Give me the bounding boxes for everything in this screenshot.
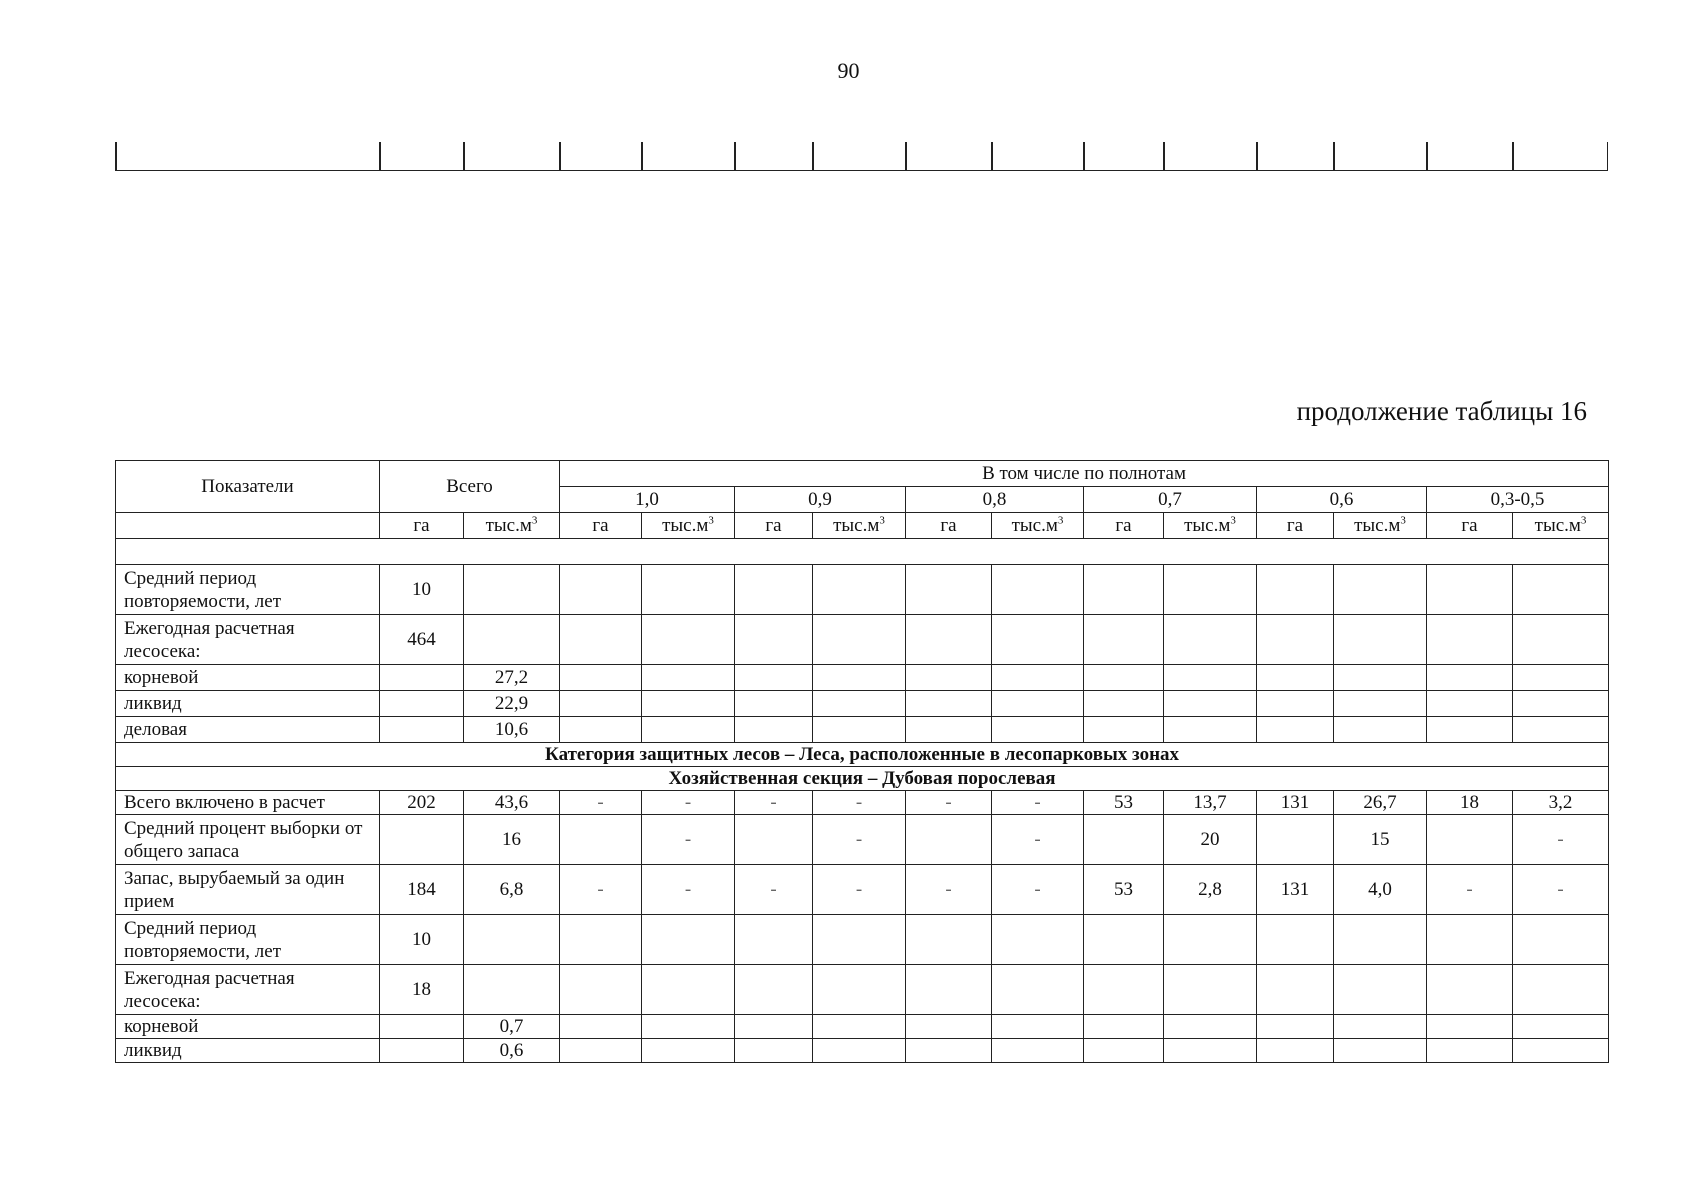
table-cell <box>1427 717 1513 743</box>
header-unit-ha: га <box>380 513 464 539</box>
table-cell <box>1084 717 1164 743</box>
table-cell <box>642 691 735 717</box>
table-column-divider <box>1256 142 1258 170</box>
table-cell: 184 <box>380 865 464 915</box>
unit-volume-text: тыс.м <box>1354 515 1401 536</box>
table-row <box>116 965 1609 1015</box>
table-cell <box>642 565 735 615</box>
table-cell <box>906 815 992 865</box>
table-column-divider <box>115 142 117 170</box>
table-column-divider <box>1333 142 1335 170</box>
empty-row-cell <box>116 539 1609 565</box>
table-cell <box>992 615 1084 665</box>
header-unit-volume <box>464 513 560 539</box>
header-density: 0,8 <box>906 487 1084 513</box>
previous-page-table-fragment <box>115 142 1608 171</box>
table-cell: 6,8 <box>464 865 560 915</box>
header-density: 1,0 <box>560 487 735 513</box>
table-cell <box>813 1039 906 1063</box>
table-cell <box>1334 665 1427 691</box>
table-cell <box>1164 615 1257 665</box>
table-cell: 3,2 <box>1513 791 1609 815</box>
table-column-divider <box>559 142 561 170</box>
table-cell <box>560 691 642 717</box>
table-cell <box>992 665 1084 691</box>
table-cell: - <box>1427 865 1513 915</box>
table-cell <box>992 717 1084 743</box>
page-number: 90 <box>837 58 860 83</box>
table-cell <box>1334 915 1427 965</box>
table-cell: - <box>1513 865 1609 915</box>
table-cell <box>1084 965 1164 1015</box>
table-cell <box>1257 815 1334 865</box>
table-cell: 10 <box>380 915 464 965</box>
table-cell <box>560 717 642 743</box>
table-column-divider <box>1083 142 1085 170</box>
table-cell: - <box>813 791 906 815</box>
row-label: Запас, вырубаемый за один прием <box>116 865 380 915</box>
table-cell: 53 <box>1084 791 1164 815</box>
unit-volume-text: тыс.м <box>485 515 532 536</box>
table-cell <box>735 915 813 965</box>
table-cell: - <box>992 815 1084 865</box>
table-cell: 13,7 <box>1164 791 1257 815</box>
header-unit-volume <box>813 513 906 539</box>
table-cell <box>906 1039 992 1063</box>
table-cell <box>1427 615 1513 665</box>
table-column-divider <box>463 142 465 170</box>
header-unit-ha: га <box>1084 513 1164 539</box>
row-label: Средний период повторяемости, лет <box>116 915 380 965</box>
header-unit-ha: га <box>560 513 642 539</box>
header-density: 0,6 <box>1257 487 1427 513</box>
table-cell <box>560 965 642 1015</box>
table-cell: 4,0 <box>1334 865 1427 915</box>
table-column-divider <box>991 142 993 170</box>
table-cell <box>906 1015 992 1039</box>
table-cell <box>1334 691 1427 717</box>
unit-volume-text: тыс.м <box>1184 515 1231 536</box>
row-label: Средний период повторяемости, лет <box>116 565 380 615</box>
table-cell <box>1084 665 1164 691</box>
table-cell <box>1084 565 1164 615</box>
table-column-divider <box>1426 142 1428 170</box>
table-cell <box>735 717 813 743</box>
table-cell: 131 <box>1257 791 1334 815</box>
table-cell <box>1513 691 1609 717</box>
forest-harvest-table <box>115 460 1609 1063</box>
table-cell <box>1334 565 1427 615</box>
table-cell: 2,8 <box>1164 865 1257 915</box>
table-cell <box>1257 665 1334 691</box>
table-cell <box>1334 965 1427 1015</box>
table-cell: 26,7 <box>1334 791 1427 815</box>
table-cell: - <box>560 865 642 915</box>
row-label: ликвид <box>116 1039 380 1063</box>
table-cell <box>560 1015 642 1039</box>
table-column-divider <box>1512 142 1514 170</box>
table-cell <box>735 965 813 1015</box>
table-row <box>116 665 1609 691</box>
table-cell <box>906 615 992 665</box>
table-cell <box>642 915 735 965</box>
continuation-title: продолжение таблицы 16 <box>1296 396 1587 426</box>
table-cell <box>1164 565 1257 615</box>
table-cell <box>813 691 906 717</box>
header-unit-ha: га <box>1427 513 1513 539</box>
table-cell <box>1164 1039 1257 1063</box>
header-unit-ha: га <box>906 513 992 539</box>
table-cell <box>1164 1015 1257 1039</box>
unit-volume-superscript: 3 <box>1400 514 1406 527</box>
table-cell <box>735 691 813 717</box>
table-cell: - <box>642 815 735 865</box>
table-cell <box>1334 1015 1427 1039</box>
table-cell: - <box>735 865 813 915</box>
table-cell: 18 <box>1427 791 1513 815</box>
table-row <box>116 815 1609 865</box>
table-cell <box>1427 965 1513 1015</box>
table-row <box>116 791 1609 815</box>
table-cell: 20 <box>1164 815 1257 865</box>
table-column-divider <box>812 142 814 170</box>
row-label: ликвид <box>116 691 380 717</box>
table-cell <box>813 915 906 965</box>
section-heading: Категория защитных лесов – Леса, расположенные в лесопарковых зонах <box>116 743 1609 767</box>
table-cell <box>1334 1039 1427 1063</box>
table-cell: 18 <box>380 965 464 1015</box>
table-row <box>116 565 1609 615</box>
table-row <box>116 691 1609 717</box>
table-cell: 0,6 <box>464 1039 560 1063</box>
table-row <box>116 539 1609 565</box>
table-cell <box>380 717 464 743</box>
table-cell <box>1257 565 1334 615</box>
row-label: Всего включено в расчет <box>116 791 380 815</box>
header-total: Всего <box>380 461 560 513</box>
unit-volume-superscript: 3 <box>1057 514 1064 527</box>
header-indicator: Показатели <box>116 461 380 513</box>
table-cell: - <box>642 791 735 815</box>
table-row <box>116 717 1609 743</box>
header-unit-volume <box>1513 513 1609 539</box>
table-cell: - <box>992 865 1084 915</box>
table-cell <box>1084 615 1164 665</box>
table-cell <box>1513 565 1609 615</box>
table-cell <box>735 565 813 615</box>
table-cell <box>1084 691 1164 717</box>
table-cell <box>813 615 906 665</box>
table-cell: 43,6 <box>464 791 560 815</box>
table-column-divider <box>734 142 736 170</box>
table-cell <box>906 965 992 1015</box>
table-cell: 15 <box>1334 815 1427 865</box>
table-row <box>116 865 1609 915</box>
table-cell: 10,6 <box>464 717 560 743</box>
table-cell <box>1164 915 1257 965</box>
unit-volume-superscript: 3 <box>708 514 714 527</box>
unit-volume-superscript: 3 <box>1580 514 1587 527</box>
table-cell <box>906 691 992 717</box>
table-cell <box>1164 665 1257 691</box>
table-cell <box>464 615 560 665</box>
header-unit-ha: га <box>1257 513 1334 539</box>
section-heading: Хозяйственная секция – Дубовая порослевая <box>116 767 1609 791</box>
table-cell: - <box>906 865 992 915</box>
table-cell <box>642 965 735 1015</box>
table-cell: 131 <box>1257 865 1334 915</box>
table-cell <box>1257 915 1334 965</box>
row-label: Ежегодная расчетная лесосека: <box>116 965 380 1015</box>
table-row <box>116 915 1609 965</box>
table-cell <box>1513 1015 1609 1039</box>
table-cell <box>380 815 464 865</box>
header-unit-ha: га <box>735 513 813 539</box>
table-row <box>116 767 1609 791</box>
table-cell <box>813 717 906 743</box>
row-label: корневой <box>116 665 380 691</box>
unit-volume-text: тыс.м <box>1534 515 1581 536</box>
table-cell <box>642 1015 735 1039</box>
table-cell <box>560 615 642 665</box>
table-cell <box>735 815 813 865</box>
table-cell <box>642 615 735 665</box>
table-cell <box>992 691 1084 717</box>
table-cell: - <box>992 791 1084 815</box>
table-cell <box>735 665 813 691</box>
table-cell <box>735 1039 813 1063</box>
header-unit-volume <box>642 513 735 539</box>
unit-volume-superscript: 3 <box>531 514 538 527</box>
table-cell: 22,9 <box>464 691 560 717</box>
table-cell <box>1334 615 1427 665</box>
table-cell <box>992 1015 1084 1039</box>
table-cell: - <box>1513 815 1609 865</box>
table-row <box>116 1039 1609 1063</box>
table-cell <box>813 1015 906 1039</box>
table-cell <box>464 965 560 1015</box>
table-cell <box>992 965 1084 1015</box>
table-cell: 464 <box>380 615 464 665</box>
table-cell <box>1427 915 1513 965</box>
table-cell <box>1164 717 1257 743</box>
row-label: Средний процент выборки от общего запаса <box>116 815 380 865</box>
table-cell <box>1257 1015 1334 1039</box>
table-cell <box>1257 615 1334 665</box>
table-cell <box>1084 915 1164 965</box>
table-cell <box>642 1039 735 1063</box>
table-column-divider <box>1163 142 1165 170</box>
table-cell <box>1257 717 1334 743</box>
table-cell <box>735 1015 813 1039</box>
table-cell <box>735 615 813 665</box>
table-cell <box>1334 717 1427 743</box>
unit-volume-text: тыс.м <box>1011 515 1058 536</box>
header-density: 0,7 <box>1084 487 1257 513</box>
table-cell: - <box>560 791 642 815</box>
table-cell <box>464 565 560 615</box>
table-cell <box>1513 717 1609 743</box>
table-cell <box>560 1039 642 1063</box>
table-cell <box>380 1015 464 1039</box>
table-cell <box>906 915 992 965</box>
table-cell <box>1427 1039 1513 1063</box>
table-cell <box>1427 691 1513 717</box>
table-cell <box>560 565 642 615</box>
table-cell <box>1164 691 1257 717</box>
table-cell: 202 <box>380 791 464 815</box>
table-cell <box>1427 1015 1513 1039</box>
table-column-divider <box>905 142 907 170</box>
table-cell <box>1257 1039 1334 1063</box>
table-cell <box>1513 665 1609 691</box>
unit-volume-text: тыс.м <box>662 515 709 536</box>
header-unit-volume <box>1334 513 1427 539</box>
table-cell <box>1257 691 1334 717</box>
table-row <box>116 1015 1609 1039</box>
table-cell <box>1513 615 1609 665</box>
header-density-group: В том числе по полнотам <box>560 461 1609 487</box>
table-cell <box>560 915 642 965</box>
row-label: Ежегодная расчетная лесосека: <box>116 615 380 665</box>
table-cell <box>560 815 642 865</box>
table-cell <box>906 565 992 615</box>
table-cell <box>992 1039 1084 1063</box>
table-row <box>116 743 1609 767</box>
table-cell: - <box>642 865 735 915</box>
table-cell <box>380 665 464 691</box>
table-cell: - <box>906 791 992 815</box>
table-column-divider <box>641 142 643 170</box>
table-cell <box>1427 665 1513 691</box>
row-label: корневой <box>116 1015 380 1039</box>
table-cell <box>906 665 992 691</box>
table-cell <box>813 565 906 615</box>
table-cell <box>813 665 906 691</box>
table-cell <box>560 665 642 691</box>
table-cell <box>1084 1039 1164 1063</box>
table-cell <box>992 565 1084 615</box>
table-column-divider <box>1607 142 1609 170</box>
table-cell: 10 <box>380 565 464 615</box>
unit-volume-superscript: 3 <box>879 514 885 527</box>
row-label: деловая <box>116 717 380 743</box>
header-density: 0,3-0,5 <box>1427 487 1609 513</box>
table-cell <box>1084 815 1164 865</box>
unit-volume-text: тыс.м <box>833 515 880 536</box>
table-cell <box>1427 565 1513 615</box>
table-cell: 0,7 <box>464 1015 560 1039</box>
table-cell <box>1257 965 1334 1015</box>
table-row <box>116 615 1609 665</box>
table-cell <box>380 1039 464 1063</box>
table-cell <box>906 717 992 743</box>
table-cell <box>1513 965 1609 1015</box>
header-density: 0,9 <box>735 487 906 513</box>
header-unit-volume <box>992 513 1084 539</box>
header-unit-volume <box>1164 513 1257 539</box>
header-indicator-unit-cell <box>116 513 380 539</box>
table-cell: - <box>735 791 813 815</box>
table-column-divider <box>379 142 381 170</box>
table-cell <box>1513 1039 1609 1063</box>
table-cell: 27,2 <box>464 665 560 691</box>
table-cell <box>992 915 1084 965</box>
table-cell <box>1164 965 1257 1015</box>
table-cell: 16 <box>464 815 560 865</box>
table-cell: - <box>813 865 906 915</box>
table-cell: - <box>813 815 906 865</box>
table-cell <box>642 717 735 743</box>
table-cell <box>380 691 464 717</box>
table-cell <box>642 665 735 691</box>
table-cell <box>464 915 560 965</box>
table-cell <box>1513 915 1609 965</box>
table-cell <box>1084 1015 1164 1039</box>
table-cell <box>813 965 906 1015</box>
unit-volume-superscript: 3 <box>1230 514 1236 527</box>
table-cell <box>1427 815 1513 865</box>
table-cell: 53 <box>1084 865 1164 915</box>
